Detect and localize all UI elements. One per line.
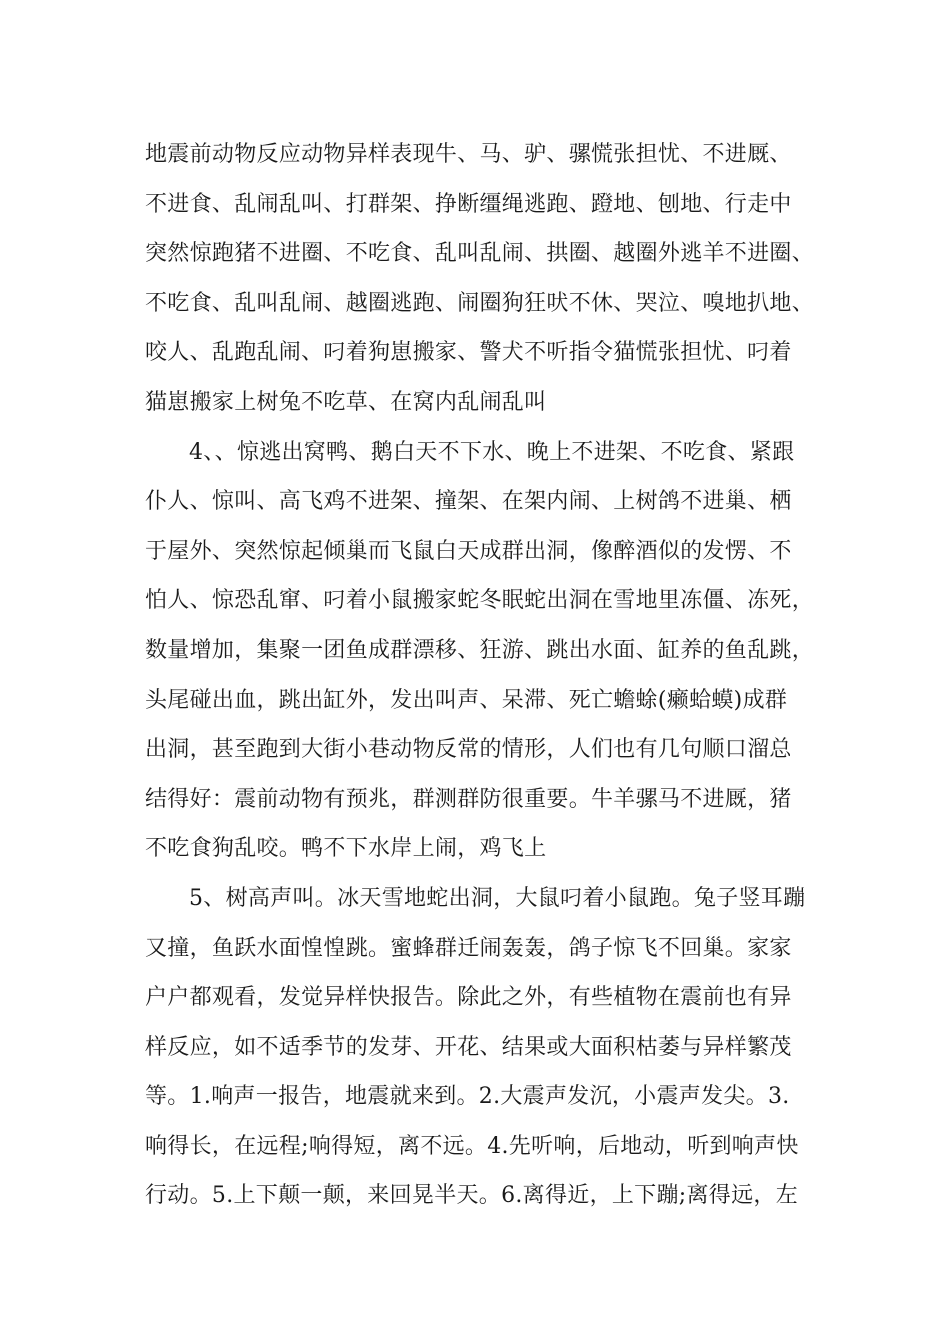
text-line: 等。1.响声一报告，地震就来到。2.大震声发沉，小震声发尖。3. xyxy=(145,1084,790,1110)
text-line: 出洞，甚至跑到大街小巷动物反常的情形，人们也有几句顺口溜总 xyxy=(145,737,792,763)
text-line: 结得好：震前动物有预兆，群测群防很重要。牛羊骡马不进厩，猪 xyxy=(145,786,792,812)
text-line: 头尾碰出血，跳出缸外，发出叫声、呆滞、死亡蟾蜍(癞蛤蟆)成群 xyxy=(145,687,788,713)
text-line: 不吃食、乱叫乱闹、越圈逃跑、闹圈狗狂吠不休、哭泣、嗅地扒地、 xyxy=(145,290,815,316)
paragraph-5-start: 5、树高声叫。冰天雪地蛇出洞，大鼠叼着小鼠跑。兔子竖耳蹦 xyxy=(189,885,806,911)
text-line: 又撞，鱼跃水面惶惶跳。蜜蜂群迁闹轰轰，鸽子惊飞不回巢。家家 xyxy=(145,935,792,961)
text-line: 仆人、惊叫、高飞鸡不进架、撞架、在架内闹、上树鸽不进巢、栖 xyxy=(145,489,792,515)
text-line: 不吃食狗乱咬。鸭不下水岸上闹，鸡飞上 xyxy=(145,836,547,862)
text-line: 行动。5.上下颠一颠，来回晃半天。6.离得近，上下蹦;离得远，左 xyxy=(145,1183,798,1209)
text-line: 咬人、乱跑乱闹、叼着狗崽搬家、警犬不听指令猫慌张担忧、叼着 xyxy=(145,340,792,366)
text-line: 样反应，如不适季节的发芽、开花、结果或大面积枯萎与异样繁茂 xyxy=(145,1034,792,1060)
text-line: 户户都观看，发觉异样快报告。除此之外，有些植物在震前也有异 xyxy=(145,985,792,1011)
text-line: 猫崽搬家上树兔不吃草、在窝内乱闹乱叫 xyxy=(145,389,547,415)
paragraph-4-start: 4、、惊逃出窝鸭、鹅白天不下水、晚上不进架、不吃食、紧跟 xyxy=(189,439,795,465)
text-line: 怕人、惊恐乱窜、叼着小鼠搬家蛇冬眠蛇出洞在雪地里冻僵、冻死， xyxy=(145,588,815,614)
text-line: 突然惊跑猪不进圈、不吃食、乱叫乱闹、拱圈、越圈外逃羊不进圈、 xyxy=(145,241,815,267)
text-line: 响得长，在远程;响得短，离不远。4.先听响，后地动，听到响声快 xyxy=(145,1133,799,1159)
text-line: 于屋外、突然惊起倾巢而飞鼠白天成群出洞，像醉酒似的发愣、不 xyxy=(145,538,792,564)
body-text xyxy=(145,130,827,1221)
text-line: 地震前动物反应动物异样表现牛、马、驴、骡慌张担忧、不进厩、 xyxy=(145,142,792,167)
text-line: 不进食、乱闹乱叫、打群架、挣断缰绳逃跑、蹬地、刨地、行走中 xyxy=(145,191,792,217)
text-line: 数量增加，集聚一团鱼成群漂移、狂游、跳出水面、缸养的鱼乱跳， xyxy=(145,637,815,663)
